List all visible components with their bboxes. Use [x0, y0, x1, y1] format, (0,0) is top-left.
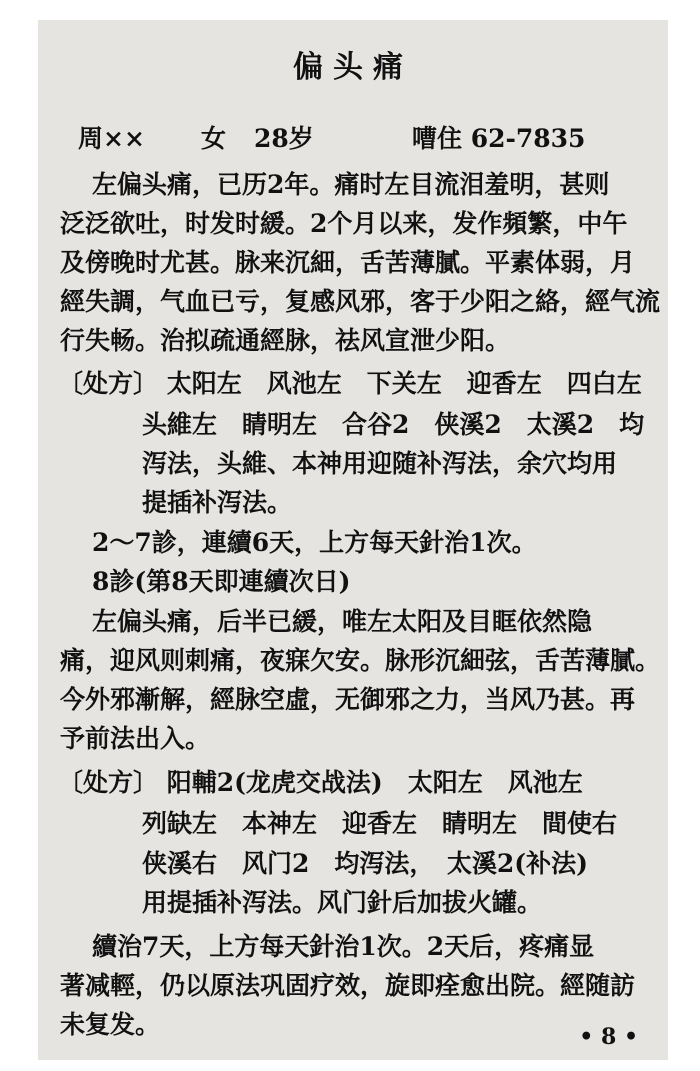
page-title: 偏头痛	[293, 50, 413, 85]
text-line: 未复发。	[60, 1010, 161, 1039]
text-line: 左偏头痛，后半已緩，唯左太阳及目眶依然隐	[92, 607, 593, 636]
text-line: 今外邪漸解，經脉空虛，无御邪之力，当风乃甚。再	[60, 685, 636, 714]
patient-sex: 女	[201, 124, 227, 153]
prescription-line: 侠溪右 风门2 均泻法， 太溪2(补法)	[142, 849, 588, 878]
prescription-line: 〔处方〕 太阳左 风池左 下关左 迎香左 四白左	[58, 369, 642, 398]
prescription-line: 提插补泻法。	[142, 488, 293, 517]
text-line: 續治7天，上方每天針治1次。2天后，疼痛显	[92, 932, 595, 961]
text-line: 及傍晚时尤甚。脉来沉細，舌苦薄膩。平素体弱，月	[60, 248, 636, 277]
patient-address: 嘈住 62-7835	[412, 124, 586, 153]
prescription-line: 头維左 睛明左 合谷2 侠溪2 太溪2 均	[142, 410, 645, 439]
prescription-line: 列缺左 本神左 迎香左 睛明左 間使右	[142, 809, 618, 838]
text-line: 痛，迎风则刺痛，夜寐欠安。脉形沉細弦，舌苦薄膩。	[60, 646, 661, 675]
prescription-line: 用提插补泻法。风门針后加拔火罐。	[142, 888, 543, 917]
text-line: 8診(第8天即連續次日)	[92, 567, 351, 596]
text-line: 予前法出入。	[60, 724, 211, 753]
text-line: 著减輕，仍以原法巩固疗效，旋即痊愈出院。經随訪	[60, 971, 636, 1000]
prescription-line: 〔处方〕 阳輔2(龙虎交战法) 太阳左 风池左	[58, 768, 583, 797]
text-line: 2～7診，連續6天，上方每天針治1次。	[92, 528, 537, 557]
text-line: 經失調，气血已亏，复感风邪，客于少阳之絡，經气流	[60, 287, 661, 316]
text-line: 泛泛欲吐，时发时緩。2个月以来，发作頻繁，中午	[60, 209, 628, 238]
page-number: • 8 •	[579, 1024, 638, 1050]
text-line: 左偏头痛，已历2年。痛时左目流泪羞明，甚则	[92, 170, 610, 199]
patient-name: 周××	[78, 124, 145, 153]
prescription-line: 泻法，头維、本神用迎随补泻法，余穴均用	[142, 449, 618, 478]
page	[38, 20, 668, 1060]
patient-age: 28岁	[254, 124, 314, 153]
text-line: 行失畅。治拟疏通經脉，祛风宣泄少阳。	[60, 326, 511, 355]
